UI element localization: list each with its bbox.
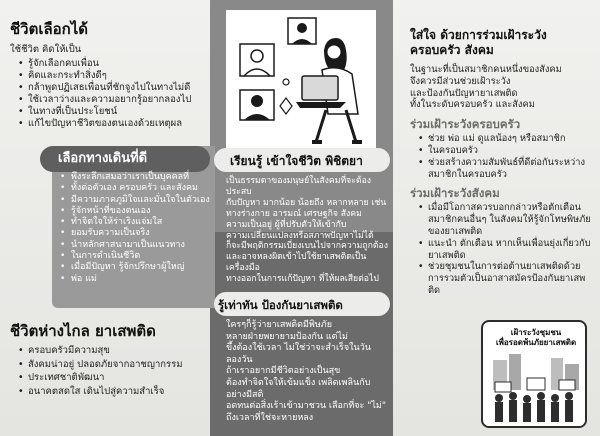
text-line: ก็จะมีพฤติกรรมเบี่ยงเบนไปจากความถูกต้อง [226, 241, 388, 252]
list-item: • กล้าพูดปฏิเสธเพื่อนที่ชักจูงไปในทางไม่ดี [10, 82, 210, 94]
good-path-title: เลือกทางเดินที่ดี [58, 151, 148, 166]
text-line: ในฐานะที่เป็นสมาชิกคนหนึ่งของสังคม [410, 64, 562, 75]
watch-title: ใส่ใจ ด้วยการร่วมเฝ้าระวัง ครอบครัว สังคม [410, 28, 547, 57]
list-item: • รู้จักเลือกคบเพื่อน [10, 58, 210, 70]
family-watch-list [410, 133, 595, 180]
list-item: • ประเทศชาติพัฒนา [10, 371, 215, 385]
learn-title: เรียนรู้ เข้าใจชีวิต พิชิตยา [230, 154, 363, 168]
drug-free-life-section [10, 322, 215, 398]
text-line: ทางร่างกาย อารมณ์ เศรษฐกิจ สังคม [226, 208, 362, 219]
life-choice-title: ชีวิตเลือกได้ [10, 20, 89, 38]
list-item: • อนาคตสดใส เดินไปสู่ความสำเร็จ [10, 385, 215, 399]
list-item: • เมื่อมีปัญหา รู้จักปรึกษาผู้ใหญ่ [58, 262, 214, 273]
list-item: • ทั้งต่อตัวเอง ครอบครัว และสังคม [58, 183, 214, 194]
text-line: หลายฝ่ายพยายามป้องกัน แต่ไม่ [226, 331, 348, 342]
learn-body [226, 176, 388, 285]
drug-free-life-list [10, 344, 215, 398]
family-watch-title: ร่วมเฝ้าระวังครอบครัว [410, 117, 521, 132]
life-choice-section [10, 20, 210, 130]
list-item: • ใช้เวลาว่างและความอยากรู้อยากลองไป [10, 94, 210, 106]
watch-intro [410, 64, 595, 111]
badge-line: เฝ้าระวังชุมชน [510, 328, 562, 337]
list-item: • พ่อ แม่ [58, 274, 214, 285]
badge-line: เพื่อรอดพ้นภัยยาเสพติด [495, 338, 577, 347]
list-item: • ช่วยชุมชนในการต่อต้านยาเสพติดด้วยการรวมตัวเป็นอาสาสมัครป้องกันยาเสพติด [410, 261, 595, 296]
protect-title: รู้เท่าทัน ป้องกันยาเสพติด [218, 298, 343, 312]
list-item: • รู้จักหน้าที่ของตนเอง [58, 206, 214, 217]
drug-free-life-title: ชีวิตห่างไกล ยาเสพติด [10, 322, 156, 340]
text-line: จึงควรมีส่วนช่วยเฝ้าระวัง [410, 75, 511, 87]
list-item: • ในครอบครัว [410, 145, 595, 157]
society-watch-list [410, 202, 595, 296]
protect-body [226, 320, 388, 424]
text-line: ถึงเวลาที่ใช่จะหายหลง [226, 412, 314, 423]
list-item: • มีความภาคภูมิใจและมั่นใจในตัวเอง [58, 195, 214, 206]
list-item: • แก้ไขปัญหาชีวิตของตนเองด้วยเหตุผล [10, 118, 210, 130]
text-line: เป็นธรรมดาของมนุษย์ในสังคมที่จะต้องประสบ [226, 176, 372, 197]
list-item: • เมื่อมีโอกาสควรบอกกล่าวหรือตักเตือนสมาชิกคนอื่นๆ ในสังคมให้รู้จักโทษพิษภัยของยาเสพติด [410, 202, 595, 237]
text-line: ขึ้งต้องใช้เวลา ไม่ใช่ว่าจะสำเร็จในวัน ลองวัน [226, 343, 371, 365]
text-line: ใครๆก็รู้ว่ายาเสพติดมีพิษภัย [226, 320, 332, 330]
list-item: • คิดและกระทำสิ่งดีๆ [10, 70, 210, 82]
text-line: ทั้งในระดับครอบครัว และสังคม [410, 99, 535, 111]
list-item: • ครอบครัวมีความสุข [10, 344, 215, 358]
community-watch-badge [481, 320, 587, 428]
list-item: • พึงระลึกเสมอว่าเราเป็นบุคคลที่ [58, 172, 214, 183]
text-line: ความเปลี่ยนแปลงหรือสภาพปัญหาไม่ได้ [226, 230, 374, 241]
text-line: และป้องกันปัญหายาเสพติด [410, 87, 518, 99]
list-item: • ในทางที่เป็นประโยชน์ [10, 106, 210, 118]
text-line: ต้องทำจิตใจให้เข้มแข็ง เพลิดเพลินกับ อย่างมีสติ [226, 377, 371, 400]
badge-title [487, 328, 585, 348]
list-item: • ช่วย พ่อ แม่ ดูแลน้องๆ หรือสมาชิก [410, 133, 595, 145]
text-line: และอาจหลงผิดเข้าไปใช้ยาเสพติดเป็นเครื่องมือ [226, 252, 367, 274]
text-line: ความเป็นอยู่ ผู้ที่ปรับตัวให้เข้ากับ [226, 219, 347, 230]
list-item: • นำหลักศาสนามาเป็นแนวทาง [58, 240, 214, 251]
list-item: • สังคมน่าอยู่ ปลอดภัยจากอาชญากรรม [10, 358, 215, 372]
society-watch-title: ร่วมเฝ้าระวังสังคม [410, 186, 500, 201]
text-line: กับปัญหา มากน้อย น้อยถึง หลากหลาย เช่น [226, 197, 387, 208]
protest-crowd-illustration [487, 352, 585, 426]
good-path-list [58, 172, 214, 285]
text-line: ทางออกในการแก้ปัญหา ที่ให้ผลเสียต่อไป [226, 274, 379, 285]
text-line: อดทนต่อสิ่งเร้าเข้ามาชวน เลือกที่จะ "ไม่" [226, 401, 386, 412]
life-choice-list [10, 58, 210, 130]
list-item: • ในการดำเนินชีวิต [58, 251, 214, 262]
list-item: • แนะนำ ตักเตือน หากเห็นเพื่อนยุ่งเกี่ยวกับยาเสพติด [410, 238, 595, 262]
list-item: • ช่วยสร้างความสัมพันธ์ที่ดีต่อกันระหว่างสมาชิกในครอบครัว [410, 157, 595, 181]
life-choice-subtitle: ใช้ชีวิต คิดให้เป็น [10, 44, 82, 55]
list-item: • ทำจิตใจให้ร่าเริงแจ่มใส [58, 217, 214, 228]
text-line: ถ้าเราอยากมีชีวิตอย่างเป็นสุข [226, 366, 341, 377]
watch-section [410, 28, 595, 297]
online-learning-illustration [226, 10, 376, 150]
list-item: • ยอมรับความเป็นจริง [58, 228, 214, 239]
